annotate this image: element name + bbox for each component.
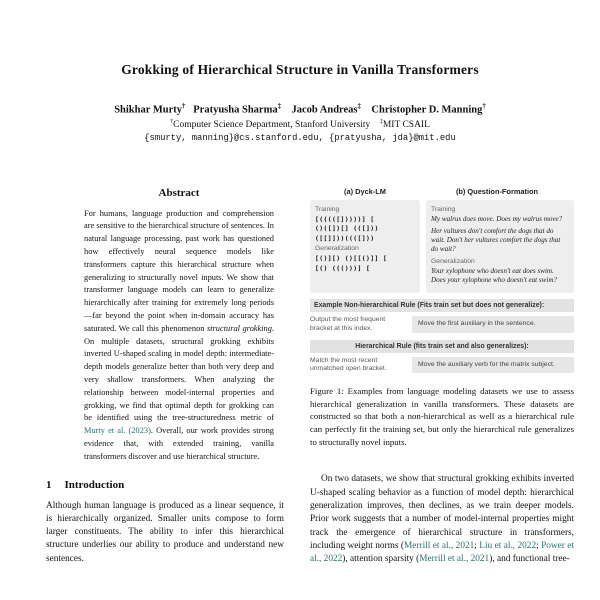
section-heading-introduction: [46, 479, 284, 491]
section-number: 1: [46, 478, 52, 491]
affiliation-line: †Computer Science Department, Stanford University ‡MIT CSAIL: [170, 118, 430, 130]
qf-generalization-label: Generalization: [431, 257, 475, 265]
dyck-generalization-label: Generalization: [315, 245, 359, 253]
dyck-training-line: [(((([]))))] [: [315, 214, 375, 223]
dyck-training-line: ([[]]))((([])): [315, 233, 375, 242]
hierarchical-rule-band: Hierarchical Rule (fits train set and also generalizes):: [310, 340, 574, 353]
dyck-training-line: ()([])[] (([])): [315, 224, 379, 233]
dyck-lm-panel: [310, 200, 420, 294]
dyck-generalization-line: [()][) ()[[()]] [: [315, 254, 388, 263]
question-formation-panel: [426, 200, 574, 294]
abstract-heading: Abstract: [158, 186, 200, 199]
hierarchical-rule-dyck: Match the most recent unmatched open bracket.: [310, 356, 387, 373]
non-hierarchical-rule-dyck: Output the most frequent bracket at this index.: [310, 316, 386, 333]
non-hierarchical-rule-qf: Move the first auxiliary in the sentence.: [412, 316, 574, 333]
left-column: [46, 187, 284, 567]
qf-training-label: Training: [431, 205, 456, 213]
author-line: Shikhar Murty† Pratyusha Sharma‡ Jacob Andreas‡ Christopher D. Manning†: [114, 103, 486, 116]
abstract-text: For humans, language production and comprehension are sensitive to the hierarchical structure of sentences. In natural language processing, past work has questioned how effectively neural sequence models like transformers capture this hierarchical structure when generalizing to structurally novel inputs. We show that transformer language models can learn to generalize hierarchically after training for extremely long periods—far beyond the point when in-domain accuracy has saturated. We call this phenomenon structural grokking. On multiple datasets, structural grokking exhibits inverted U-shaped scaling in model depth: intermediate-depth models generalize better than both very deep and very shallow transformers. When analyzing the relationship between model-internal properties and grokking, we find that optimal depth for grokking can be identified using the tree-structuredness metric of Murty et al. (2023). Overall, our work provides strong evidence that, with extended training, vanilla transformers discover and use hierarchical structure.: [84, 208, 274, 461]
non-hierarchical-rule-row: [310, 316, 574, 333]
figure-1: [310, 187, 574, 374]
hierarchical-rule-qf: Move the auxiliary verb for the matrix subject.: [412, 357, 574, 374]
email-line: {smurty, manning}@cs.stanford.edu, {pratyusha, jda}@mit.edu: [144, 132, 456, 143]
qf-training-example: My walrus does move. Does my walrus move?: [431, 214, 563, 223]
figure-1-caption: Figure 1: Examples from language modeling datasets we use to assess hierarchical generalization in vanilla transformers. These datasets are constructed so that both a non-hierarchical as well as a hierarchical rule can perfectly fit the training set, but only the hierarchical rule generalizes to structurally novel inputs.: [310, 385, 574, 447]
qf-training-example: Her vultures don't comfort the dogs that do wait. Don't her vultures comfort the dogs that do wait?: [431, 227, 561, 254]
figure-example-panels: [310, 200, 574, 294]
right-column: [310, 187, 574, 567]
two-column-body: [0, 187, 600, 567]
paper-header: [0, 0, 600, 143]
body-paragraph: On two datasets, we show that structural grokking exhibits inverted U-shaped scaling behavior as a function of model depth: hierarchical generalization improves, then declines, as we train deeper models. Prior work suggests that a number of model-internal properties might track the emergence of hierarchical structure in transformers, including weight norms (Merrill et al., 2021; Liu et al., 2022; Power et al., 2022), attention sparsity (Merrill et al., 2021), and functional tree-: [310, 474, 574, 565]
panel-b-header: (b) Question-Formation: [455, 186, 539, 196]
introduction-paragraph: Although human language is produced as a linear sequence, it is hierarchically organized. Smaller units compose to form larger constituents. The ability to infer this hierarchical structure underlies our ability to produce and understand new sentences.: [46, 500, 284, 564]
abstract-block: [84, 187, 274, 464]
hierarchical-rule-row: [310, 357, 574, 374]
paper-title: Grokking of Hierarchical Structure in Vanilla Transformers: [121, 62, 479, 77]
non-hierarchical-rule-band: Example Non-hierarchical Rule (Fits train set but does not generalize):: [310, 299, 574, 312]
dyck-training-label: Training: [315, 205, 340, 213]
qf-generalization-example: Your xylophone who doesn't eat does swim. Does your xylophone who doesn't eat swim?: [431, 266, 558, 284]
dyck-generalization-line: [() ((()))] [: [315, 263, 371, 272]
section-title: Introduction: [64, 478, 125, 491]
figure-panel-headers: [310, 187, 574, 196]
panel-a-header: (a) Dyck-LM: [344, 186, 386, 196]
